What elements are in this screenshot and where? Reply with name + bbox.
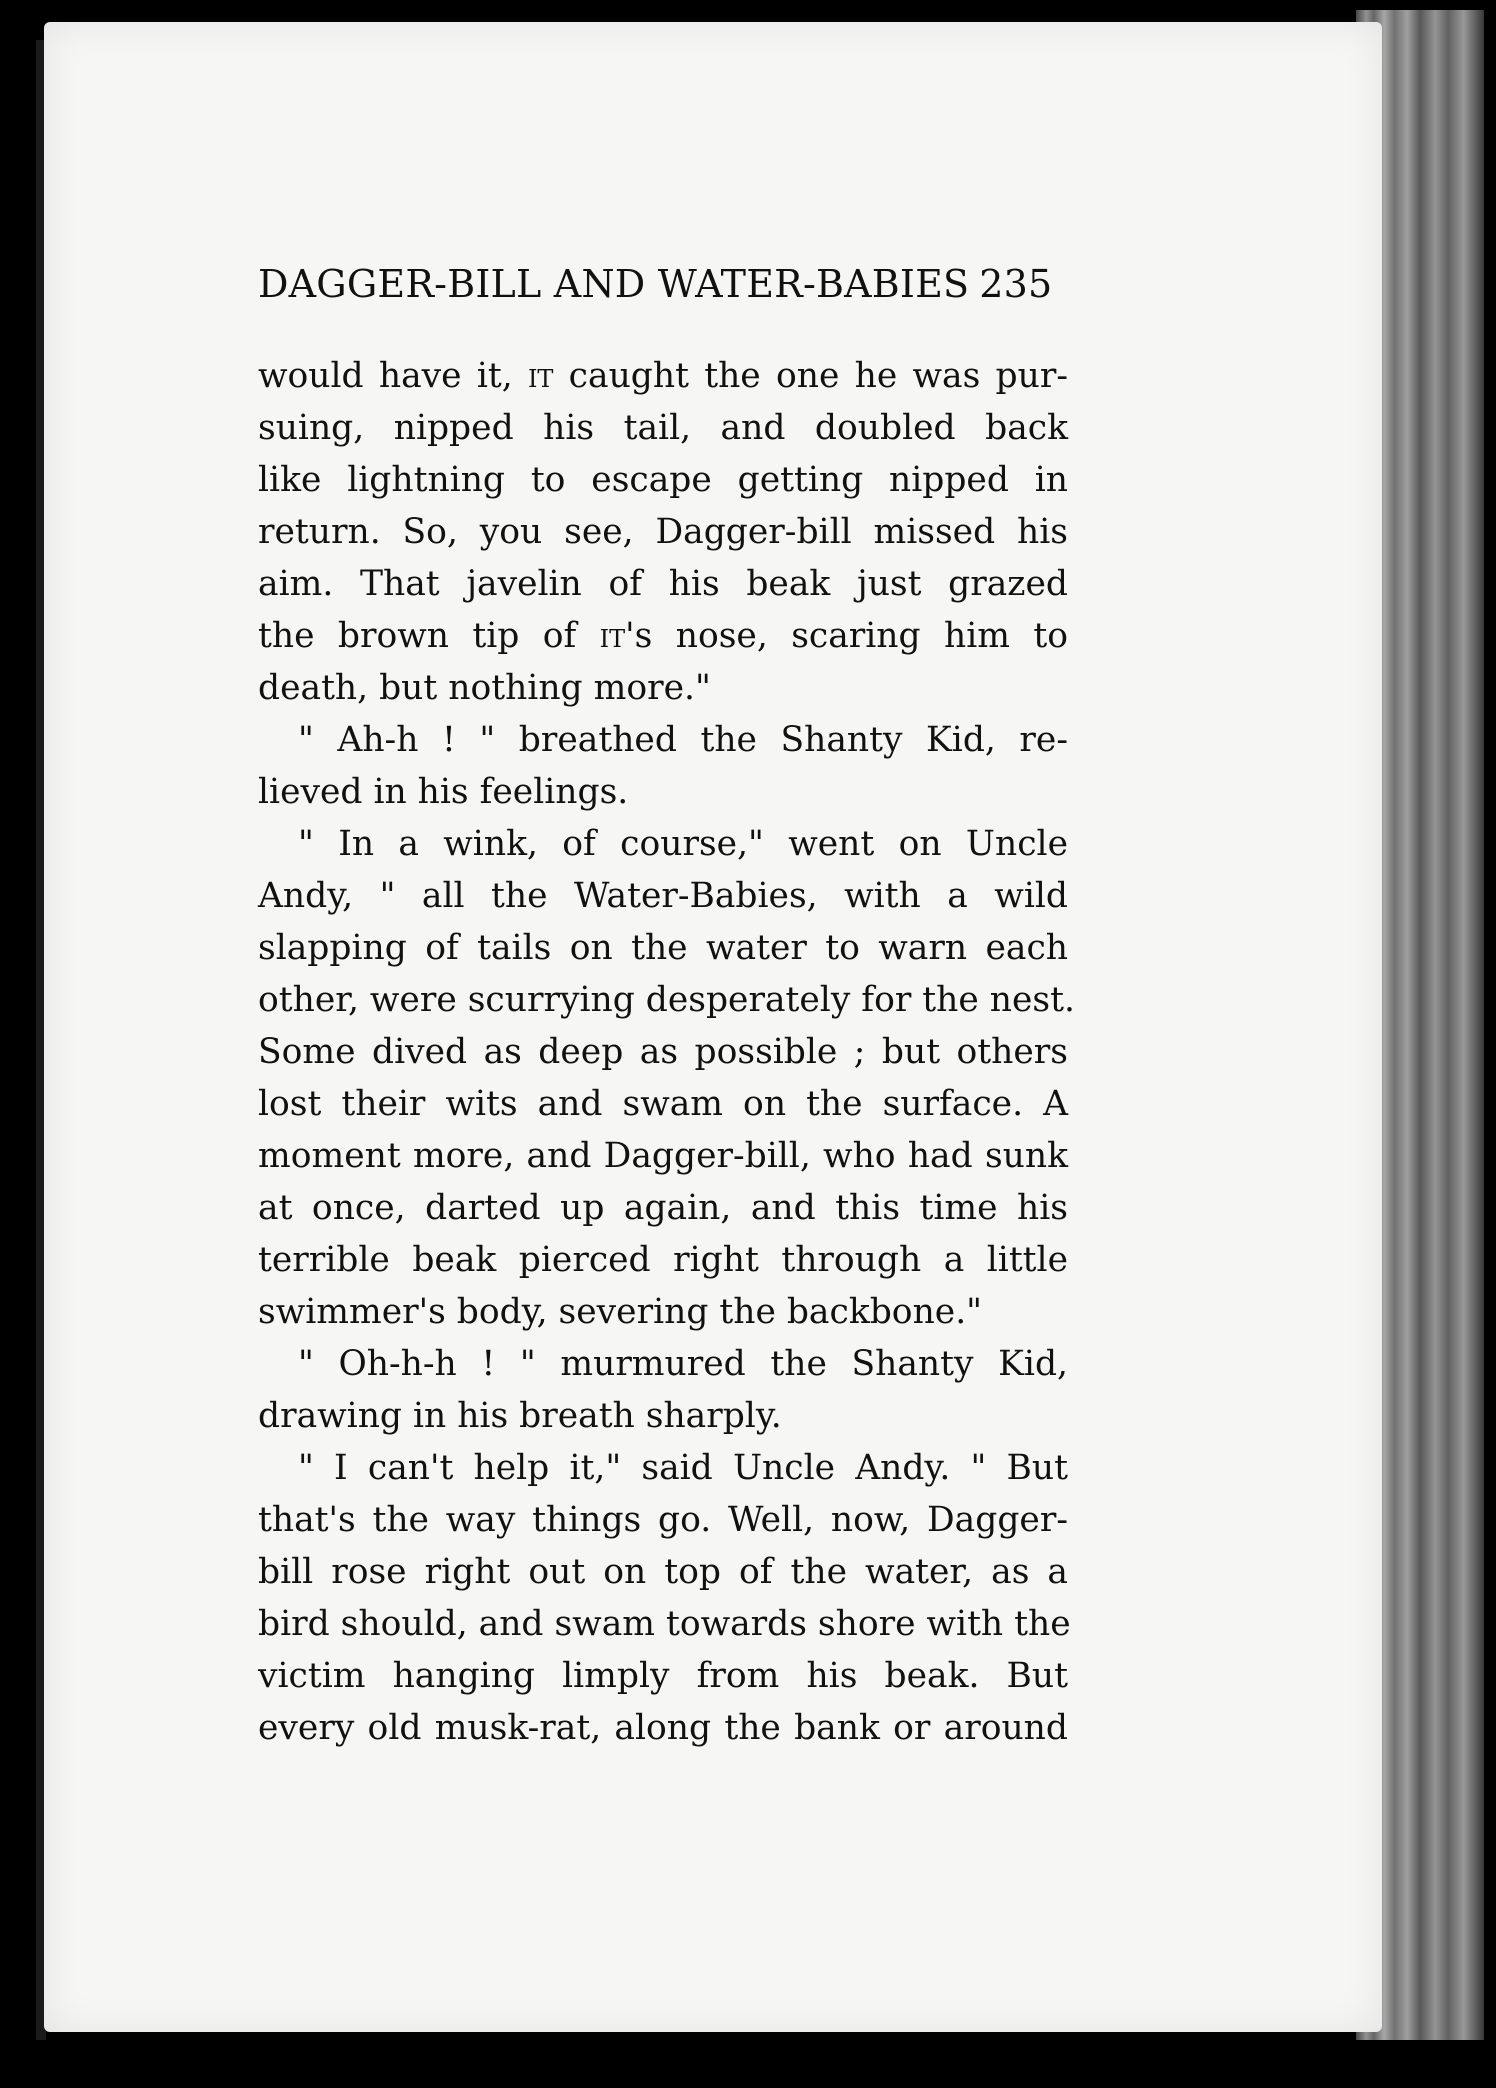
- text-line: bird should, and swam towards shore with the: [258, 1604, 1071, 1644]
- text-line: lost their wits and swam on the surface. A: [258, 1084, 1068, 1124]
- text-line: " Oh-h-h ! " murmured the Shanty Kid,: [298, 1344, 1068, 1384]
- text-line: that's the way things go. Well, now, Dagger-: [258, 1500, 1068, 1540]
- text-line: other, were scurrying desperately for the nest.: [258, 980, 1075, 1020]
- page-number: 235: [979, 262, 1053, 306]
- text-line: like lightning to escape getting nipped in: [258, 460, 1068, 500]
- text-line: suing, nipped his tail, and doubled back: [258, 408, 1068, 448]
- text-line: drawing in his breath sharply.: [258, 1396, 782, 1436]
- text-line: bill rose right out on top of the water, as a: [258, 1552, 1068, 1592]
- text-line: " I can't help it," said Uncle Andy. " But: [298, 1448, 1068, 1488]
- text-line: moment more, and Dagger-bill, who had sunk: [258, 1136, 1068, 1176]
- small-caps-word: it: [599, 616, 626, 656]
- text-line: would have it, it caught the one he was pur-: [258, 356, 1068, 396]
- text-line: " In a wink, of course," went on Uncle: [298, 824, 1068, 864]
- text-line: Some dived as deep as possible ; but others: [258, 1032, 1068, 1072]
- running-header-title: DAGGER-BILL AND WATER-BABIES: [258, 262, 970, 306]
- text-line: at once, darted up again, and this time his: [258, 1188, 1068, 1228]
- text-line: slapping of tails on the water to warn each: [258, 928, 1068, 968]
- text-line: " Ah-h ! " breathed the Shanty Kid, re-: [298, 720, 1068, 760]
- text-line: every old musk-rat, along the bank or around: [258, 1708, 1068, 1748]
- body-text: [258, 350, 1075, 1754]
- text-line: Andy, " all the Water-Babies, with a wild: [258, 876, 1068, 916]
- text-line: return. So, you see, Dagger-bill missed his: [258, 512, 1068, 552]
- text-line: terrible beak pierced right through a little: [258, 1240, 1068, 1280]
- text-line: death, but nothing more.": [258, 668, 711, 708]
- text-line: victim hanging limply from his beak. But: [258, 1656, 1068, 1696]
- text-line: aim. That javelin of his beak just grazed: [258, 564, 1068, 604]
- running-header: [258, 262, 1058, 306]
- text-line: swimmer's body, severing the backbone.": [258, 1292, 983, 1332]
- text-line: lieved in his feelings.: [258, 772, 629, 812]
- small-caps-word: it: [527, 356, 554, 396]
- text-line: the brown tip of it's nose, scaring him to: [258, 616, 1068, 656]
